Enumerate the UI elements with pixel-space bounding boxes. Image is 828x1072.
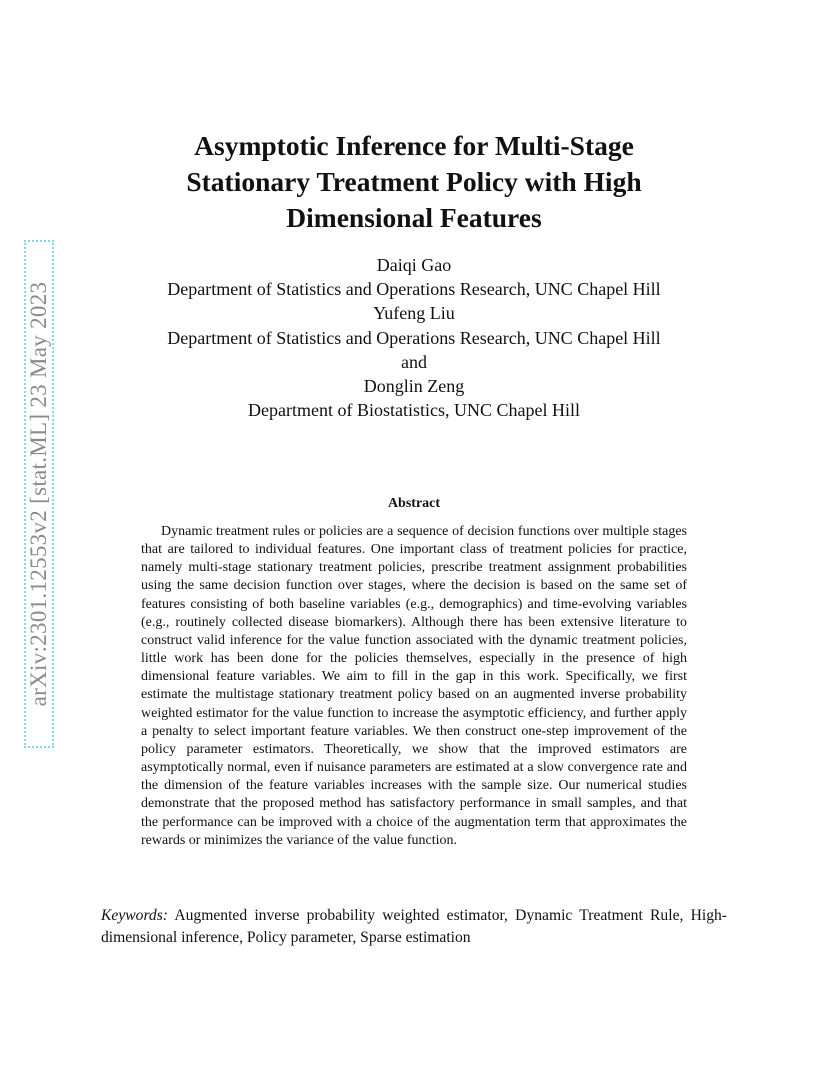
- author-affiliation: Department of Statistics and Operations Research, UNC Chapel Hill: [167, 279, 661, 300]
- author-name: Donglin Zeng: [363, 376, 465, 397]
- abstract-heading: Abstract: [387, 496, 441, 511]
- author-name: Daiqi Gao: [376, 255, 452, 275]
- keywords-text: Augmented inverse probability weighted estimator, Dynamic Treatment Rule, High-dimensional inference, Policy parameter, Sparse estimation: [101, 907, 727, 946]
- arxiv-identifier: arXiv:2301.12553v2 [stat.ML] 23 May 2023: [26, 281, 51, 707]
- abstract-body: Dynamic treatment rules or policies are a sequence of decision functions over multiple stages that are tailored to individual features. One important class of treatment policies for practice, namely multi-stage stationary treatment policies, prescribe treatment assignment probabilities using the same decision function over stages, where the decision is based on the same set of features consisting of both baseline variables (e.g., demographics) and time-evolving variables (e.g., routinely collected disease biomarkers). Although there has been extensive literature to construct valid inference for the value function associated with the dynamic treatment policies, little work has been done for the policies themselves, especially in the presence of high dimensional feature variables. We aim to fill in the gap in this work. Specifically, we first estimate the multistage stationary treatment policy based on an augmented inverse probability weighted estimator for the value function to increase the asymptotic efficiency, and further apply a penalty to select important feature variables. We then construct one-step improvement of the policy parameter estimators. Theoretically, we show that the improved estimators are asymptotically normal, even if nuisance parameters are estimated at a slow convergence rate and the dimension of the feature variables increases with the sample size. Our numerical studies demonstrate that the proposed method has satisfactory performance in small samples, and that the performance can be improved with a choice of the augmentation term that approximates the rewards or minimizes the variance of the value function.: [141, 524, 687, 848]
- title-line: Dimensional Features: [286, 202, 542, 233]
- keywords-label: Keywords:: [101, 907, 168, 924]
- author-affiliation: Department of Statistics and Operations Research, UNC Chapel Hill: [167, 327, 661, 348]
- keywords-paragraph: [101, 905, 727, 948]
- author-conjunction: and: [401, 351, 427, 372]
- arxiv-stamp: [24, 240, 54, 748]
- title-line: Stationary Treatment Policy with High: [186, 166, 642, 197]
- author-name: Yufeng Liu: [373, 303, 455, 324]
- author-affiliation: Department of Biostatistics, UNC Chapel Hill: [248, 400, 580, 421]
- title-line: Asymptotic Inference for Multi-Stage: [194, 130, 634, 161]
- paper-title: [110, 128, 718, 236]
- author-block: [100, 253, 728, 422]
